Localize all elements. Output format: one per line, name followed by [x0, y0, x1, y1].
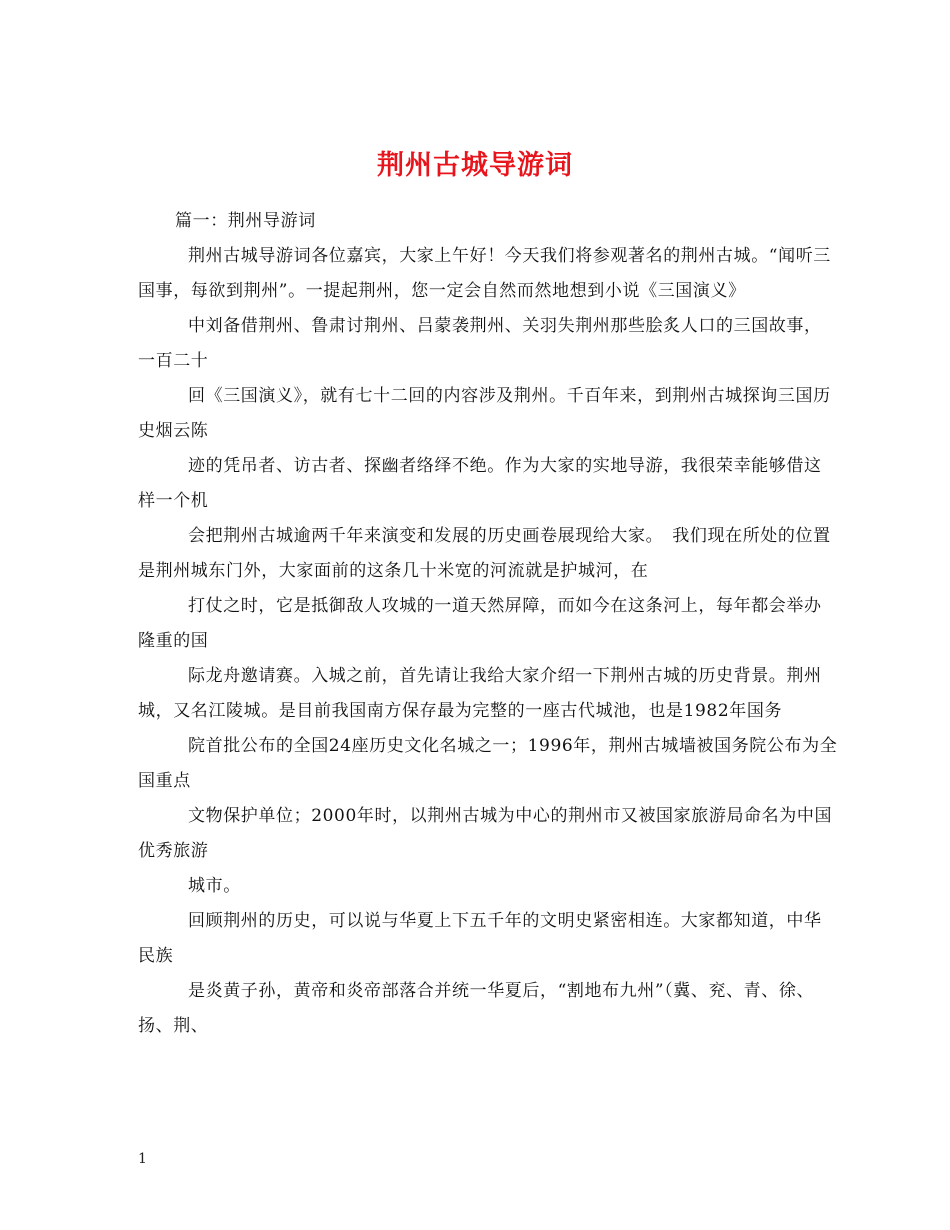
paragraph: 会把荆州古城逾两千年来演变和发展的历史画卷展现给大家。 我们现在所处的位置是荆州城东门外，大家面前的这条几十米宽的河流就是护城河，在: [138, 526, 831, 581]
paragraph: 是炎黄子孙，黄帝和炎帝部落合并统一华夏后，“割地布九州”（冀、兖、青、徐、扬、荆、: [138, 981, 815, 1036]
page-number: 1: [138, 1151, 147, 1167]
section-heading: 篇一：荆州导游词: [175, 211, 316, 231]
paragraph: 回《三国演义》，就有七十二回的内容涉及荆州。千百年来，到荆州古城探询三国历史烟云陈: [138, 386, 831, 441]
paragraph: 打仗之时，它是抵御敌人攻城的一道天然屏障，而如今在这条河上，每年都会举办隆重的国: [138, 596, 822, 651]
paragraph: 回顾荆州的历史，可以说与华夏上下五千年的文明史紧密相连。大家都知道，中华民族: [138, 911, 822, 966]
paragraph: 荆州古城导游词各位嘉宾，大家上午好！今天我们将参观著名的荆州古城。“闻听三国事，每欲到荆州”。一提起荆州，您一定会自然而然地想到小说《三国演义》: [138, 246, 831, 301]
paragraph: 中刘备借荆州、鲁肃讨荆州、吕蒙袭荆州、关羽失荆州那些脍炙人口的三国故事，一百二十: [138, 316, 822, 371]
paragraph: 际龙舟邀请赛。入城之前，首先请让我给大家介绍一下荆州古城的历史背景。荆州城，又名江陵城。是目前我国南方保存最为完整的一座古代城池，也是1982年国务: [138, 666, 822, 721]
paragraph: 院首批公布的全国24座历史文化名城之一；1996年，荆州古城墙被国务院公布为全国重点: [138, 736, 838, 791]
paragraph: 迹的凭吊者、访古者、探幽者络绎不绝。作为大家的实地导游，我很荣幸能够借这样一个机: [138, 456, 822, 511]
document-body: [138, 204, 838, 1044]
document-title: 荆州古城导游词: [377, 150, 573, 182]
paragraph: 城市。: [188, 876, 241, 896]
paragraph: 文物保护单位；2000年时，以荆州古城为中心的荆州市又被国家旅游局命名为中国优秀旅游: [138, 806, 833, 861]
